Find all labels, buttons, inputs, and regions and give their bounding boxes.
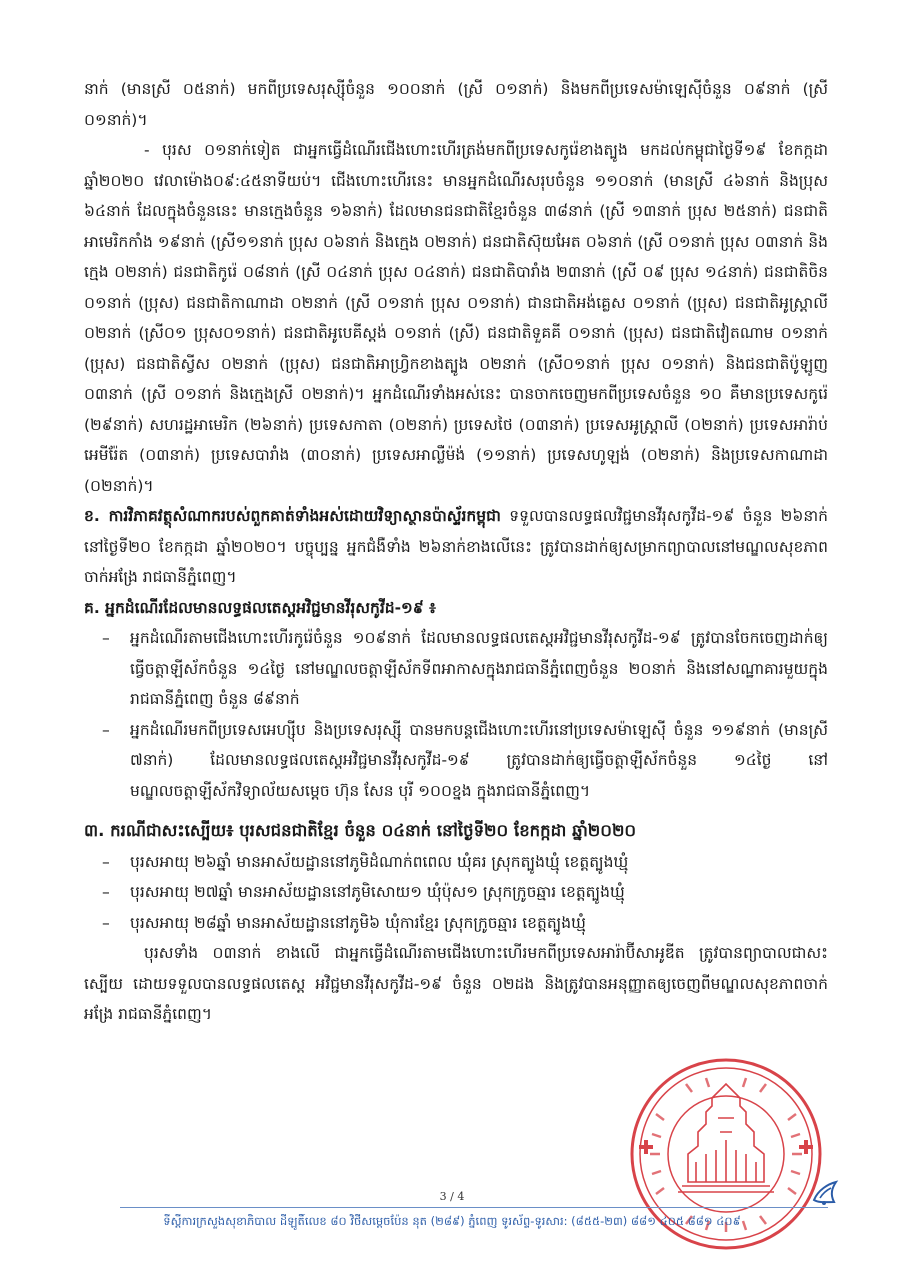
dash-bullet: – [102, 913, 110, 932]
dash-bullet: – [102, 720, 110, 739]
list-item [84, 623, 828, 715]
section-kha-body: ទទួលបានលទ្ធផលវិជ្ជមានវីរុសកូវីដ-១៩ ចំនួន ២៦នាក់ នៅថ្ងៃទី២០ ខែកក្កដា ឆ្នាំ២០២០។ បច្ចុប្បន្ន អ្នកជំងឺទាំង ២៦នាក់ខាងលើនេះ ត្រូវបានដាក់ឲ្យសម្រាកព្យាបាលនៅមណ្ឌលសុខភាពចាក់អង្រែ រាជធានីភ្នំពេញ។ [84, 507, 828, 586]
list-item-text: បុរសអាយុ ២៧ឆ្នាំ មានអាស័យដ្ឋាននៅភូមិសោយ១ ឃុំប៉ុស១ ស្រុកក្រូចឆ្មារ ខេត្តត្បូងឃ្មុំ [130, 883, 625, 901]
section-3-list [84, 847, 828, 939]
list-item-text: បុរសអាយុ ២៨ឆ្នាំ មានអាស័យដ្ឋាននៅភូមិ៦ ឃុំការខ្មែរ ស្រុកក្រូចឆ្មារ ខេត្តត្បូងឃ្មុំ [130, 913, 586, 932]
list-item [84, 715, 828, 807]
footer-divider [120, 1207, 828, 1208]
section-ko-heading: គ. អ្នកដំណើរដែលមានលទ្ធផលតេស្តអវិជ្ជមានវីរុសកូវីដ-១៩ ៖ [84, 598, 436, 617]
paragraph-flight-details: - បុរស ០១នាក់ទៀត ជាអ្នកធ្វើដំណើរជើងហោះហើរត្រង់មកពីប្រទេសកូរ៉េខាងត្បូង មកដល់កម្ពុជាថ្ងៃទី១៩ ខែកក្កដា ឆ្នាំ២០២០ វេលាម៉ោង០៩:៤៥នាទីយប់។ ជើងហោះហើរនេះ មានអ្នកដំណើរសរុបចំនួន ១១០នាក់ (មានស្រី ៤៦នាក់ និងប្រុស ៦៤នាក់ ដែលក្នុងចំនួននេះ មានក្មេងចំនួន ១៦នាក់) ដែលមានជនជាតិខ្មែរចំនួន ៣៨នាក់ (ស្រី ១៣នាក់ ប្រុស ២៥នាក់) ជនជាតិអាមេរិកកាំង ១៩នាក់ (ស្រី១១នាក់ ប្រុស ០៦នាក់ និងក្មេង ០២នាក់) ជនជាតិស៊ុយអែត ០៦នាក់ (ស្រី ០១នាក់ ប្រុស ០៣នាក់ និងក្មេង ០២នាក់) ជនជាតិកូរ៉េ ០៨នាក់ (ស្រី ០៤នាក់ ប្រុស ០៤នាក់) ជនជាតិបារាំង ២៣នាក់ (ស្រី ០៩ ប្រុស ១៤នាក់) ជនជាតិចិន ០១នាក់ (ប្រុស) ជនជាតិកាណាដា ០២នាក់ (ស្រី ០១នាក់ ប្រុស ០១នាក់) ជានជាតិអង់គ្លេស ០១នាក់ (ប្រុស) ជនជាតិអូស្ត្រាលី ០២នាក់ (ស្រី០១ ប្រុស០១នាក់) ជនជាតិអូបេគីស្តង់ ០១នាក់ (ស្រី) ជនជាតិទួគគី ០១នាក់ (ប្រុស) ជនជាតិវៀតណាម ០១នាក់ (ប្រុស) ជនជាតិស្វីស ០២នាក់ (ប្រុស) ជនជាតិអាហ្វ្រិកខាងត្បូង ០២នាក់ (ស្រី០១នាក់ ប្រុស ០១នាក់) និងជនជាតិប៉ូឡូញ ០៣នាក់ (ស្រី ០១នាក់ និងក្មេងស្រី ០២នាក់)។ អ្នកដំណើរទាំងអស់នេះ បានចាកចេញមកពីប្រទេសចំនួន ១០ គឺមានប្រទេសកូរ៉េ (២៩នាក់) សហរដ្ឋអាមេរិក (២៦នាក់) ប្រទេសកាតា (០២នាក់) ប្រទេសថៃ (០៣នាក់) ប្រទេសអូស្ត្រាលី (០២នាក់) ប្រទេសអារ៉ាប់អេមីរ៉ែត (០៣នាក់) ប្រទេសបារាំង (៣០នាក់) ប្រទេសអាល្លឺម៉ង់ (១១នាក់) ប្រទេសហូឡង់ (០២នាក់) និងប្រទេសកាណាដា (០២នាក់)។ [84, 141, 828, 495]
page-number: 3 / 4 [439, 1190, 465, 1203]
section-kha [84, 501, 828, 593]
document-body [84, 74, 828, 1030]
section-3-closing: បុរសទាំង ០៣នាក់ ខាងលើ ជាអ្នកធ្វើដំណើរតាមជើងហោះហើរមកពីប្រទេសអារ៉ាប៊ីសាអូឌីត ត្រូវបានព្យាបាលជាសះស្បើយ ដោយទទួលបានលទ្ធផលតេស្ត អវិជ្ជមានវីរុសកូវីដ-១៩ ចំនួន ០២ដង និងត្រូវបានអនុញ្ញាតឲ្យចេញពីមណ្ឌលសុខភាពចាក់អង្រែ រាជធានីភ្នំពេញ។ [84, 944, 828, 1023]
section-kha-heading: ខ. ការវិភាគវត្ថុសំណាករបស់ពួកគាត់ទាំងអស់ដោយវិទ្យាស្ថានប៉ាស្ទ័រកម្ពុជា [84, 507, 501, 525]
footer-address: ទីស្តីការក្រសួងសុខាភិបាល ដីឡូតិ៍លេខ ៨០ វិថីសម្តេចប៉ែន នុត (២៨៩) ភ្នំពេញ ទូរស័ព្ទ-ទូរសារ: (៨៥៥-២៣) ៨៨១ ៤០៥ ៨៨១ ៤០៩ [163, 1214, 741, 1228]
dash-bullet: – [102, 883, 110, 901]
list-item-text: អ្នកដំណើរមកពីប្រទេសអេហ្ស៊ីប និងប្រទេសរុស្ស៊ី បានមកបន្តជើងហោះហើរនៅប្រទេសម៉ាឡេស៊ី ចំនួន ១១៩នាក់ (មានស្រី ៧នាក់) ដែលមានលទ្ធផលតេស្តអវិជ្ជមានវីរុសកូវីដ-១៩ ត្រូវបានដាក់ឲ្យធ្វើចត្តាឡីស័កចំនួន ១៤ថ្ងៃ នៅមណ្ឌលចត្តាឡីស័កវិទ្យាល័យសម្តេច ហ៊ុន សែន បុរី ១០០ខ្នង ក្នុងរាជធានីភ្នំពេញ។ [130, 720, 828, 800]
dash-bullet: – [102, 629, 110, 647]
section-ko-list [84, 623, 828, 806]
dash-bullet: – [102, 852, 110, 871]
list-item [84, 908, 828, 939]
list-item [84, 847, 828, 878]
list-item [84, 877, 828, 908]
section-3-heading: ៣. ករណីជាសះស្បើយ៖ បុរសជនជាតិខ្មែរ ចំនួន ០៤នាក់ នៅថ្ងៃទី២០ ខែកក្កដា ឆ្នាំ២០២០ [84, 821, 637, 840]
paragraph-intro: នាក់ (មានស្រី ០៥នាក់) មកពីប្រទេសរុស្ស៊ីចំនួន ១០០នាក់ (ស្រី ០១នាក់) និងមកពីប្រទេសម៉ាឡេស៊ីចំនួន ០៩នាក់ (ស្រី ០១នាក់)។ [84, 80, 828, 129]
list-item-text: បុរសអាយុ ២៦ឆ្នាំ មានអាស័យដ្ឋាននៅភូមិដំណាក់ពពេល ឃុំគរ ស្រុកត្បូងឃ្មុំ ខេត្តត្បូងឃ្មុំ [130, 852, 629, 871]
section-3 [84, 816, 828, 1030]
ministry-logo-icon [808, 1176, 842, 1210]
list-item-text: អ្នកដំណើរតាមជើងហោះហើរកូរ៉េចំនួន ១០៩នាក់ ដែលមានលទ្ធផលតេស្តអវិជ្ជមានវីរុសកូវីដ-១៩ ត្រូវបានចែកចេញដាក់ឲ្យធ្វើចត្តាឡីស័កចំនួន ១៤ថ្ងៃ នៅមណ្ឌលចត្តាឡីស័កទីពអាកាសក្នុងរាជធានីភ្នំពេញចំនួន ២០នាក់ និងនៅសណ្ឋាគារមួយក្នុងរាជធានីភ្នំពេញ ចំនួន ៨៩នាក់ [130, 629, 828, 708]
